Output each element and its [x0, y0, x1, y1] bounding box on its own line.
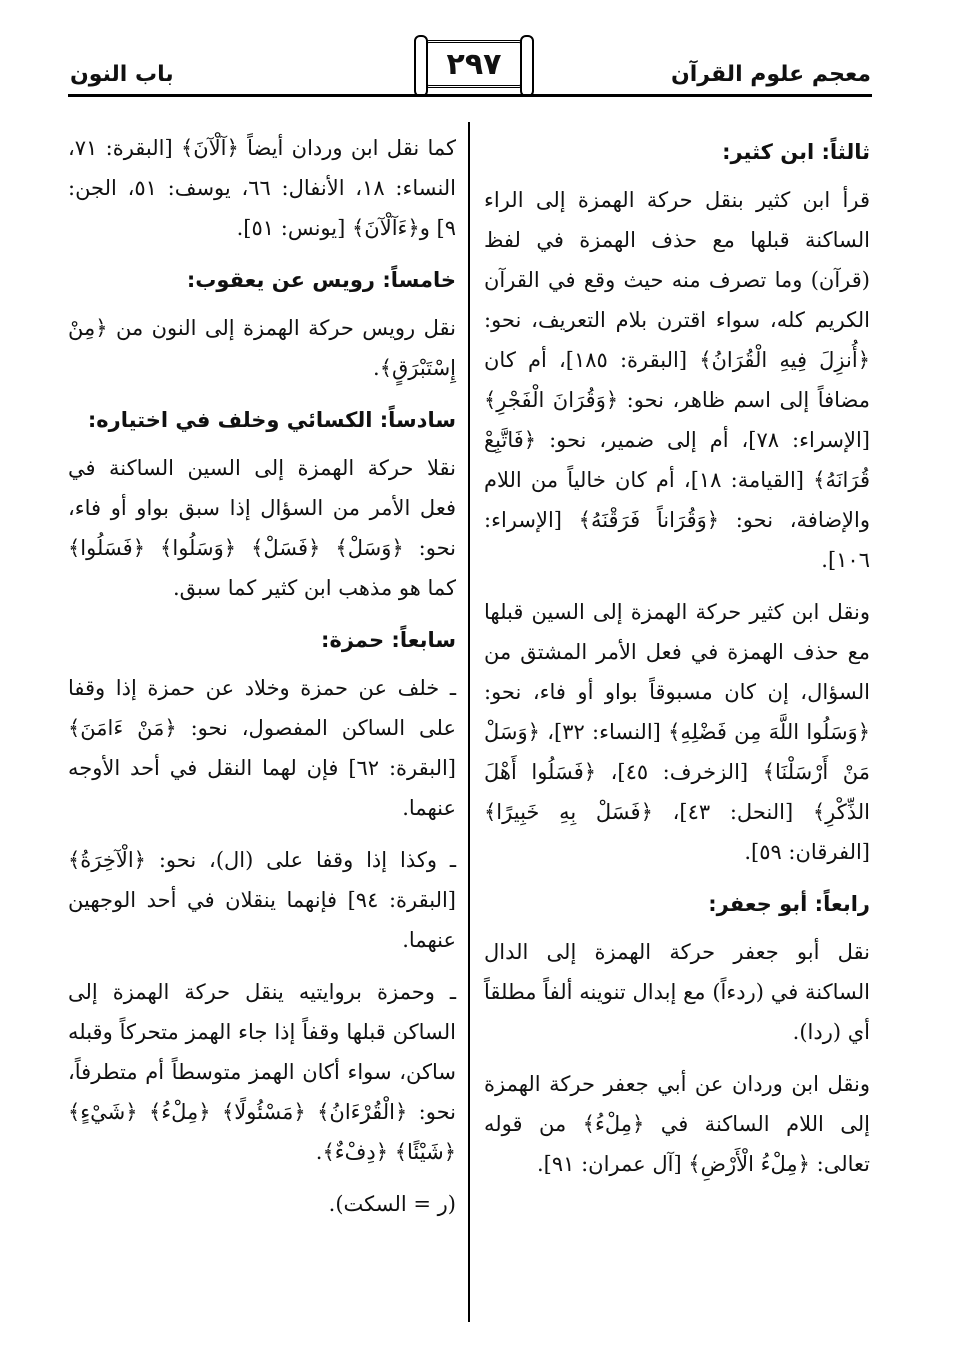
footnote: (ر = السكت). [328, 1192, 456, 1216]
paragraph: قرأ ابن كثير بنقل حركة الهمزة إلى الراء الساكنة قبلها مع حذف الهمزة في لفظ (قرآن) وما تصرف منه حيث وقع في القرآن الكريم كله، سواء اقترن بلام التعريف، نحو: ﴿أُنزِلَ فِيهِ الْقُرَانُ﴾ [البقرة: ١٨٥]، أم كان مضافاً إلى اسم ظاهر، نحو: ﴿وَقُرَانَ الْفَجْرِ﴾ [الإسراء: ٧٨]، أم إلى ضمير، نحو: ﴿فَاتَّبِعْ قُرَانَهُ﴾ [القيامة: ١٨]، أم كان خالياً من اللام والإضافة، نحو: ﴿وَقُرَاناً فَرَقْنَهُ﴾ [الإسراء: ١٠٦]. [484, 188, 871, 572]
column-divider [468, 122, 470, 1322]
paragraph: ـ وكذا إذا وقفا على (ال)، نحو: ﴿الْآخِرَةُ﴾ [البقرة: ٩٤] فإنهما ينقلان في أحد الوجهين عنهما. [68, 848, 456, 952]
book-title: معجم علوم القرآن [670, 62, 871, 87]
paragraph: ـ وحمزة بروايتيه ينقل حركة الهمزة إلى الساكن قبلها وقفاً إذا جاء الهمز متحركاً وقبله ساكن، سواء أكان الهمز متوسطاً أم متطرفاً، نحو: ﴿الْقُرْءَانُ﴾ ﴿مَسْئُولًا﴾ ﴿مِلْءُ﴾ ﴿شَيْءٍ﴾ ﴿شَيْئًا﴾ ﴿دِفْءٌ﴾. [68, 980, 456, 1164]
heading-abu-jafar: رابعاً: أبو جعفر: [708, 892, 870, 916]
paragraph: نقلا حركة الهمزة إلى السين الساكنة في فعل الأمر من السؤال إذا سبق بواو أو فاء، نحو: ﴿وَسَلْ﴾ ﴿فَسَلْ﴾ ﴿وَسَلُوا﴾ ﴿فَسَلُوا﴾ كما هو مذهب ابن كثير كما سبق. [68, 456, 456, 600]
section-title: باب النون [70, 62, 174, 87]
heading-hamza: سابعاً: حمزة: [321, 628, 456, 652]
paragraph: كما نقل ابن وردان أيضاً ﴿آلْآنَ﴾ [البقرة: ٧١، النساء: ١٨، الأنفال: ٦٦، يوسف: ٥١، الجن: ٩] و﴿ءَآلْآنَ﴾ [يونس: ٥١]. [68, 136, 457, 240]
paragraph: نقل رويس حركة الهمزة إلى النون من ﴿مِنْ إِسْتَبْرَقٍ﴾. [68, 316, 456, 380]
heading-ibn-kathir: ثالثاً: ابن كثير: [722, 140, 870, 164]
heading-ruways: خامساً: رويس عن يعقوب: [186, 268, 456, 292]
header-rule [68, 94, 872, 97]
paragraph: نقل أبو جعفر حركة الهمزة إلى الدال الساكنة في (ردءاً) مع إبدال تنوينه ألفاً مطلقاً أي (ردا). [484, 940, 870, 1044]
paragraph: ونقل ابن وردان عن أبي جعفر حركة الهمزة إلى اللام الساكنة في ﴿مِلْءُ﴾ من قوله تعالى: ﴿مِلْءُ الْأَرْضِ﴾ [آل عمران: ٩١]. [484, 1072, 870, 1176]
page-number [423, 40, 525, 88]
left-column [68, 128, 456, 1236]
page-number-text: ٢٩٧ [446, 46, 502, 82]
paragraph: ـ خلف عن حمزة وخلاد عن حمزة إذا وقفا على الساكن المفصول، نحو: ﴿مَنْ ءَامَنَ﴾ [البقرة: ٦٢] فإن لهما النقل في أحد الأوجه عنهما. [68, 676, 456, 820]
right-column [484, 128, 870, 1196]
paragraph: ونقل ابن كثير حركة الهمزة إلى السين قبلها مع حذف الهمزة في فعل الأمر المشتق من السؤال، إن كان مسبوقاً بواو أو فاء، نحو: ﴿وَسَلُوا اللَّهَ مِن فَضْلِهِ﴾ [النساء: ٣٢]، ﴿وَسَلْ مَنْ أَرْسَلْنَا﴾ [الزخرف: ٤٥]، ﴿فَسَلُوا أَهْلَ الذِّكْرِ﴾ [النحل: ٤٣]، ﴿فَسَلْ بِهِ خَبِيرًا﴾ [الفرقان: ٥٩]. [484, 600, 871, 864]
heading-kisai-khalaf: سادساً: الكسائي وخلف في اختياره: [87, 408, 456, 432]
